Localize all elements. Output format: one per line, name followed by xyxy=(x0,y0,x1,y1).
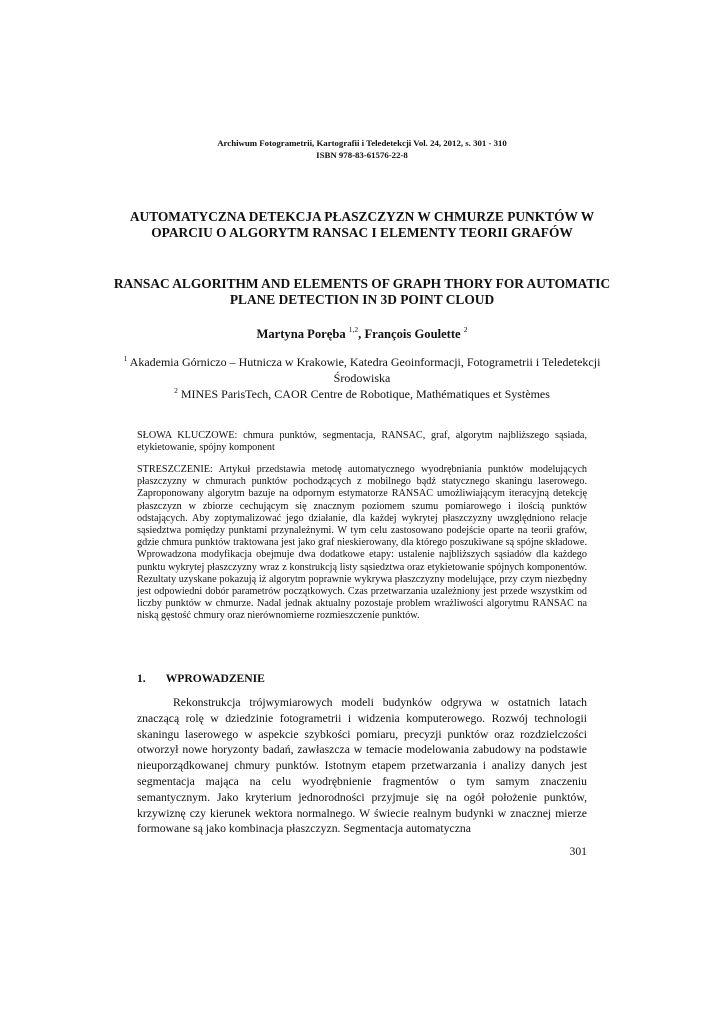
abstract: STRESZCZENIE: Artykuł przedstawia metodę automatycznego wyodrębniania punktów modelujących płaszczyzny w chmurach punktów pochodzących z mobilnego bądź statycznego skaningu laserowego. Zaproponowany algorytm bazuje na odpornym estymatorze RANSAC umożliwiającym iteracyjną detekcję płaszczyzn w zbiorze cechującym się znacznym poziomem szumu pomiarowego i ilością punktów odstających. Aby zoptymalizować jego działanie, dla każdej wykrytej płaszczyzny uwzględniono relacje sąsiedztwa pomiędzy punktami przynależnymi. W tym celu zastosowano podejście oparte na teorii grafów, gdzie chmura punktów traktowana jest jako graf nieskierowany, dla którego poszukiwane są spójne składowe. Wprowadzona modyfikacja obejmuje dwa dodatkowe etapy: ustalenie najbliższych sąsiadów dla każdego punktu wykrytej płaszczyzny wraz z konstrukcją listy sąsiedztwa oraz etykietowanie spójnych komponentów. Rezultaty uzyskane pokazują iż algorytm poprawnie wykrywa płaszczyzny modelujące, przy czym niezbędny jest odpowiedni dobór parametrów początkowych. Czas przetwarzania uzależniony jest przede wszystkim od liczby punktów w chmurze. Nadal jednak aktualny pozostaje problem wrażliwości algorytmu RANSAC na niską gęstość chmury oraz nierównomierne rozmieszczenie punktów. xyxy=(137,464,587,622)
title-english: RANSAC ALGORITHM AND ELEMENTS OF GRAPH THORY FOR AUTOMATIC PLANE DETECTION IN 3D POINT CLOUD xyxy=(113,276,611,307)
title-polish: AUTOMATYCZNA DETEKCJA PŁASZCZYZN W CHMURZE PUNKTÓW W OPARCIU O ALGORYTM RANSAC I ELEMENTY TEORII GRAFÓW xyxy=(129,209,595,240)
section-title: WPROWADZENIE xyxy=(165,672,265,685)
authors xyxy=(0,326,724,342)
author-2-affiliation-mark: 2 xyxy=(463,324,468,334)
section-number: 1. xyxy=(137,672,146,685)
affiliation-2 xyxy=(100,386,624,402)
author-2-name: François Goulette xyxy=(364,327,461,341)
affiliation-1-text: Akademia Górniczo – Hutnicza w Krakowie, Katedra Geoinformacji, Fotogrametrii i Teledetekcji Środowiska xyxy=(129,355,601,385)
keywords: SŁOWA KLUCZOWE: chmura punktów, segmentacja, RANSAC, graf, algorytm najbliższego sąsiada, etykietowanie, spójny komponent xyxy=(137,430,587,454)
affiliation-1-mark: 1 xyxy=(123,354,128,363)
page-number: 301 xyxy=(569,845,587,858)
journal-header: Archiwum Fotogrametrii, Kartografii i Teledetekcji Vol. 24, 2012, s. 301 - 310 xyxy=(217,138,507,148)
isbn-line: ISBN 978-83-61576-22-8 xyxy=(316,150,408,160)
affiliation-2-text: MINES ParisTech, CAOR Centre de Robotique, Mathématiques et Systèmes xyxy=(180,387,550,401)
affiliation-2-mark: 2 xyxy=(174,386,178,395)
introduction-paragraph: Rekonstrukcja trójwymiarowych modeli budynków odgrywa w ostatnich latach znaczącą rolę w dziedzinie fotogrametrii i widzenia komputerowego. Rozwój technologii skaningu laserowego w aspekcie szybkości pomiaru, precyzji punktów oraz rozdzielczości otworzył nowe horyzonty badań, zawłaszcza w temacie modelowania zabudowy na podstawie nieuporządkowanej chmury punktów. Istotnym etapem przetwarzania i analizy danych jest segmentacja mająca na celu wyodrębnienie fragmentów o tym samym znaczeniu semantycznym. Jako kryterium jednorodności przyjmuje się na ogół położenie punktów, krzywiznę czy kierunek wektora normalnego. W świecie realnym budynki w znacznej mierze formowane są jako kombinacja płaszczyzn. Segmentacja automatyczna xyxy=(137,696,587,836)
author-1-affiliation-mark: 1,2 xyxy=(348,324,359,334)
affiliation-1 xyxy=(100,354,624,386)
author-separator: , xyxy=(358,327,365,341)
section-heading xyxy=(137,672,265,686)
author-1-name: Martyna Poręba xyxy=(256,327,346,341)
